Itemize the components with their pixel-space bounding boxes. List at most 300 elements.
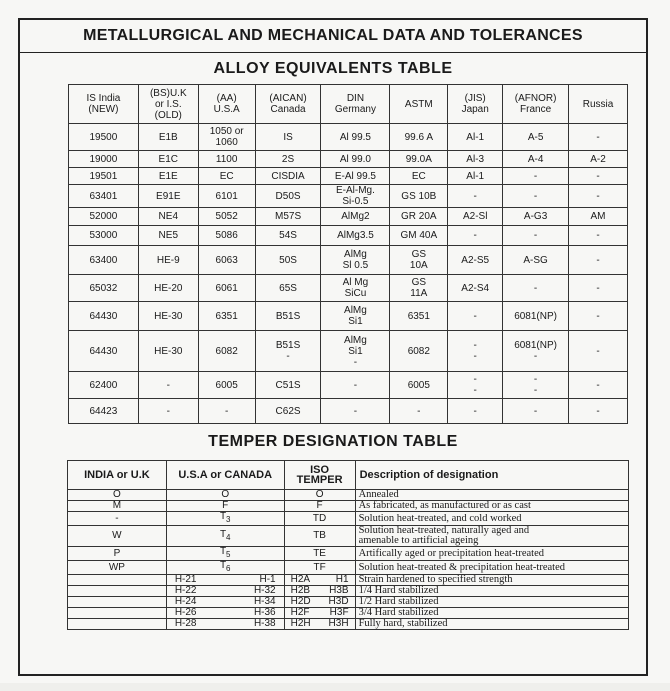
usa-canada-code [166, 619, 284, 630]
cell-line: A-5 [527, 131, 544, 143]
designation-description: 1/2 Hard stabilized [355, 597, 628, 608]
usa-canada-code [166, 490, 284, 501]
alloy-column-header [321, 85, 390, 124]
alloy-cell [138, 168, 198, 185]
alloy-table-title: ALLOY EQUIVALENTS TABLE [213, 60, 453, 77]
alloy-cell [198, 372, 255, 399]
alloy-cell [138, 302, 198, 331]
cell-line: 52000 [89, 211, 118, 222]
usa-canada-code [166, 608, 284, 619]
column-header-line: (AICAN) [269, 93, 307, 104]
iso-temper-code [284, 619, 355, 630]
usa-canada-code [166, 575, 284, 586]
cell-line: - [596, 310, 600, 322]
temper-header-row [68, 461, 629, 490]
cell-line: 65032 [89, 282, 118, 294]
alloy-cell [569, 185, 628, 208]
alloy-cell [255, 331, 321, 372]
india-uk-code: M [68, 501, 167, 512]
alloy-cell [390, 185, 448, 208]
designation-description: Strain hardened to specified strength [355, 575, 628, 586]
usa-code-text: T [219, 546, 227, 557]
designation-description [355, 512, 628, 526]
cell-line: A2-S5 [461, 254, 490, 266]
alloy-cell [390, 226, 448, 246]
cell-line: AlMg [344, 249, 367, 260]
alloy-cell [569, 399, 628, 424]
alloy-cell [503, 185, 569, 208]
cell-line: - [533, 374, 538, 385]
description-line: Solution heat-treated & precipitation heat-treated [358, 561, 565, 573]
cell-line: 1050 or [209, 126, 244, 137]
temper-row [68, 561, 629, 575]
alloy-cell [448, 168, 503, 185]
iso-code-a: H2H [290, 618, 311, 629]
usa-canada-code [166, 586, 284, 597]
cell-line: - [596, 345, 600, 357]
alloy-column-header [138, 85, 198, 124]
temper-designation-table [67, 460, 629, 630]
cell-line: A2-Sl [462, 211, 488, 222]
alloy-column-header [390, 85, 448, 124]
cell-line: A-G3 [523, 211, 548, 222]
alloy-cell [448, 226, 503, 246]
column-header-line: (JIS) [464, 93, 486, 104]
india-uk-code: WP [68, 561, 167, 575]
cell-line: - [286, 351, 290, 362]
header-iso-temper [284, 461, 355, 490]
alloy-cell [390, 246, 448, 275]
column-header-line: (NEW) [88, 104, 119, 115]
alloy-cell [569, 168, 628, 185]
alloy-cell [255, 275, 321, 302]
column-header-line: (AFNOR) [514, 93, 557, 104]
alloy-cell [138, 246, 198, 275]
alloy-cell [503, 275, 569, 302]
cell-line: GS [411, 277, 427, 288]
alloy-cell [198, 226, 255, 246]
designation-description [355, 526, 628, 547]
iso-temper-code [284, 586, 355, 597]
cell-line: 6101 [215, 190, 238, 202]
cell-line: - [596, 379, 600, 391]
cell-line: 10A [409, 260, 428, 271]
iso-temper-code [284, 608, 355, 619]
cell-line: - [166, 379, 170, 391]
page-title: METALLURGICAL AND MECHANICAL DATA AND TOLERANCES [83, 27, 583, 44]
description-line: amenable to artificial ageing [358, 535, 479, 546]
usa-code-subscript: 5 [226, 550, 231, 559]
alloy-cell [503, 372, 569, 399]
iso-temper-code: F [284, 501, 355, 512]
temper-row [68, 547, 629, 561]
cell-line: HE-30 [154, 310, 183, 322]
alloy-cell [255, 246, 321, 275]
alloy-row [69, 372, 628, 399]
cell-line: D50S [275, 190, 301, 202]
cell-line: 11A [410, 288, 428, 299]
alloy-cell [448, 275, 503, 302]
cell-line: 64423 [89, 405, 118, 417]
usa-code-pair [169, 619, 282, 629]
cell-line: 53000 [89, 230, 118, 241]
temper-row [68, 490, 629, 501]
alloy-cell [138, 151, 198, 168]
iso-code-a: H2A [290, 574, 311, 585]
cell-line: - [596, 254, 600, 266]
alloy-column-header [448, 85, 503, 124]
cell-line: - [596, 230, 600, 241]
cell-line: 65S [279, 282, 297, 294]
usa-code-pair [169, 586, 282, 596]
alloy-cell [503, 399, 569, 424]
alloy-cell [255, 151, 321, 168]
description-line: Annealed [358, 489, 399, 500]
cell-line: - [473, 374, 477, 385]
cell-line: 64430 [89, 310, 118, 322]
iso-code-a: H2D [290, 596, 311, 607]
alloy-cell [390, 208, 448, 226]
cell-line: C62S [275, 405, 301, 417]
column-header-line: U.S.A [213, 104, 240, 115]
cell-line: CISDIA [271, 170, 305, 182]
india-uk-code [68, 619, 167, 630]
cell-line: E91E [156, 190, 181, 202]
alloy-cell [321, 168, 390, 185]
cell-line: - [417, 405, 421, 417]
cell-line: - [533, 230, 538, 241]
designation-description [355, 490, 628, 501]
alloy-cell [569, 124, 628, 151]
alloy-cell [69, 124, 139, 151]
usa-canada-code [166, 547, 284, 561]
temper-hard-row [68, 619, 629, 630]
alloy-row [69, 168, 628, 185]
alloy-cell [448, 151, 503, 168]
temper-row [68, 526, 629, 547]
cell-line: - [166, 405, 170, 417]
usa-code-b: H-38 [253, 618, 276, 629]
alloy-column-header [198, 85, 255, 124]
cell-line: 6082 [407, 345, 430, 357]
india-uk-code: O [68, 490, 167, 501]
iso-temper-code: O [284, 490, 355, 501]
cell-line: - [473, 310, 477, 322]
temper-hard-row [68, 608, 629, 619]
cell-line: 5052 [215, 211, 238, 222]
alloy-cell [255, 124, 321, 151]
alloy-cell [503, 246, 569, 275]
alloy-cell [321, 208, 390, 226]
usa-code-a: H-26 [174, 607, 197, 618]
cell-line: AM [590, 211, 606, 222]
usa-code-a: H-28 [174, 618, 197, 629]
usa-canada-code [166, 597, 284, 608]
description-line: Solution heat-treated, naturally aged and [358, 525, 530, 536]
designation-description: 3/4 Hard stabilized [355, 608, 628, 619]
alloy-cell [448, 208, 503, 226]
cell-line: - [596, 131, 600, 143]
alloy-cell [198, 246, 255, 275]
alloy-row [69, 246, 628, 275]
designation-description: 1/4 Hard stabilized [355, 586, 628, 597]
cell-line: 62400 [89, 379, 118, 391]
cell-line: A-2 [590, 153, 606, 165]
cell-line: EC [411, 170, 426, 182]
cell-line: - [596, 170, 600, 182]
cell-line: C51S [275, 379, 301, 391]
alloy-cell [255, 372, 321, 399]
alloy-cell [255, 226, 321, 246]
usa-code-subscript: 3 [226, 515, 231, 524]
cell-line: Al 99.5 [339, 131, 371, 143]
cell-line: - [533, 385, 538, 396]
alloy-cell [69, 372, 139, 399]
alloy-cell [448, 302, 503, 331]
designation-description: Fully hard, stabilized [355, 619, 628, 630]
alloy-cell [138, 399, 198, 424]
usa-code-text: O [221, 489, 230, 500]
cell-line: E1B [158, 131, 178, 143]
cell-line: 99.0A [405, 153, 432, 165]
alloy-row [69, 275, 628, 302]
cell-line: - [353, 379, 358, 391]
cell-line: A2-S4 [461, 282, 490, 294]
iso-code-pair [287, 597, 353, 607]
alloy-cell [321, 372, 390, 399]
alloy-cell [448, 399, 503, 424]
alloy-cell [198, 168, 255, 185]
cell-line: 63401 [89, 190, 118, 202]
header-india-uk: INDIA or U.K [68, 461, 167, 490]
india-uk-code [68, 597, 167, 608]
iso-code-a: H2B [290, 585, 311, 596]
iso-code-b: H1 [335, 574, 349, 585]
alloy-cell [255, 185, 321, 208]
cell-line: Sl 0.5 [342, 260, 369, 271]
usa-canada-code [166, 561, 284, 575]
cell-line: Al-1 [466, 131, 485, 143]
usa-code-subscript: 4 [226, 532, 231, 542]
cell-line: 6081(NP) [514, 310, 557, 322]
alloy-header-row [69, 85, 628, 124]
alloy-cell [569, 151, 628, 168]
iso-code-b: H3D [328, 596, 349, 607]
alloy-cell [321, 151, 390, 168]
column-header-line: (OLD) [154, 109, 182, 121]
usa-code-text: T [219, 560, 227, 571]
alloy-cell [138, 331, 198, 372]
alloy-cell [390, 399, 448, 424]
alloy-cell [255, 208, 321, 226]
alloy-cell [69, 246, 139, 275]
header-description: Description of designation [355, 461, 628, 490]
alloy-cell [321, 275, 390, 302]
cell-line: - [473, 230, 477, 241]
alloy-cell [569, 372, 628, 399]
cell-line: HE-30 [154, 345, 183, 357]
cell-line: Si1 [348, 316, 363, 327]
cell-line: - [533, 190, 538, 202]
cell-line: E1E [158, 170, 178, 182]
column-header-line: (AA) [216, 93, 237, 104]
iso-temper-code: TB [284, 526, 355, 547]
alloy-cell [69, 399, 139, 424]
iso-temper-code [284, 575, 355, 586]
alloy-cell [569, 331, 628, 372]
alloy-cell [390, 275, 448, 302]
india-uk-code [68, 608, 167, 619]
alloy-cell [255, 302, 321, 331]
usa-code-pair [169, 597, 282, 607]
column-header-line: DIN [346, 93, 365, 104]
cell-line: M57S [274, 211, 302, 222]
alloy-cell [69, 151, 139, 168]
cell-line: 1100 [215, 153, 238, 165]
cell-line: GS 10B [401, 190, 437, 202]
column-header-line: Japan [461, 104, 489, 115]
alloy-cell [390, 331, 448, 372]
cell-line: NE4 [158, 211, 178, 222]
alloy-cell [448, 185, 503, 208]
cell-line: 5086 [215, 230, 238, 241]
cell-line: - [533, 351, 538, 362]
alloy-row [69, 331, 628, 372]
cell-line: AlMg [344, 334, 367, 346]
iso-code-pair [287, 608, 353, 618]
cell-line: 6081(NP) [514, 340, 557, 351]
usa-code-subscript: 6 [226, 564, 231, 573]
cell-line: E-Al 99.5 [334, 170, 376, 182]
paper-edge [0, 683, 670, 691]
column-header-line: or I.S. [154, 98, 182, 110]
header-iso-line2: TEMPER [296, 474, 343, 486]
alloy-cell [569, 208, 628, 226]
iso-temper-code: TF [284, 561, 355, 575]
description-line: As fabricated, as manufactured or as cast [358, 500, 531, 511]
alloy-cell [198, 399, 255, 424]
cell-line: HE-20 [154, 282, 183, 294]
iso-code-a: H2F [290, 607, 310, 618]
cell-line: 6005 [407, 379, 430, 391]
iso-code-b: H3F [329, 607, 349, 618]
alloy-column-header [255, 85, 321, 124]
cell-line: 63400 [89, 254, 118, 266]
alloy-cell [138, 208, 198, 226]
iso-code-pair [287, 586, 353, 596]
alloy-cell [138, 226, 198, 246]
cell-line: 6351 [215, 310, 238, 322]
column-header-line: Russia [582, 98, 614, 110]
alloy-row [69, 302, 628, 331]
usa-code-text: T [219, 528, 227, 540]
cell-line: - [533, 405, 538, 417]
cell-line: B51S [275, 340, 301, 351]
cell-line: B51S [275, 310, 301, 322]
india-uk-code: P [68, 547, 167, 561]
cell-line: 6351 [407, 310, 430, 322]
temper-table-title: TEMPER DESIGNATION TABLE [208, 433, 458, 450]
description-line: Artifically aged or precipitation heat-treated [358, 547, 544, 559]
column-header-line: Germany [334, 104, 376, 115]
cell-line: E1C [158, 153, 178, 165]
cell-line: AlMg3.5 [337, 230, 374, 241]
alloy-cell [69, 302, 139, 331]
alloy-cell [569, 246, 628, 275]
alloy-column-header [69, 85, 139, 124]
india-uk-code: - [68, 512, 167, 526]
column-header-line: ASTM [404, 98, 433, 110]
iso-code-pair [287, 575, 353, 585]
column-header-line: (BS)U.K [149, 87, 187, 99]
cell-line: GR 20A [401, 211, 437, 222]
alloy-cell [198, 275, 255, 302]
temper-hard-row [68, 575, 629, 586]
column-header-line: Canada [270, 104, 306, 115]
header-iso-line1: ISO [310, 464, 330, 476]
cell-line: GS [411, 249, 427, 260]
cell-line: - [596, 190, 600, 202]
alloy-cell [321, 246, 390, 275]
cell-line: 1060 [215, 137, 238, 148]
alloy-cell [390, 372, 448, 399]
alloy-cell [69, 208, 139, 226]
alloy-cell [198, 124, 255, 151]
cell-line: 6063 [215, 254, 238, 266]
cell-line: EC [219, 170, 234, 182]
india-uk-code [68, 586, 167, 597]
cell-line: Al 99.0 [339, 153, 371, 165]
cell-line: Si1 [348, 345, 363, 357]
cell-line: SiCu [344, 288, 367, 299]
cell-line: - [533, 282, 538, 294]
alloy-cell [198, 302, 255, 331]
alloy-cell [321, 124, 390, 151]
cell-line: - [473, 405, 477, 417]
alloy-column-header [503, 85, 569, 124]
alloy-row [69, 185, 628, 208]
cell-line: 2S [281, 153, 295, 165]
header-box [20, 20, 646, 53]
alloy-cell [503, 168, 569, 185]
alloy-column-header [569, 85, 628, 124]
designation-description [355, 561, 628, 575]
alloy-cell [390, 124, 448, 151]
alloy-equivalents-table [68, 84, 628, 424]
cell-line: 54S [279, 230, 297, 241]
cell-line: A-SG [523, 254, 548, 266]
alloy-cell [69, 185, 139, 208]
usa-canada-code [166, 501, 284, 512]
cell-line: IS [283, 131, 293, 143]
cell-line: - [596, 282, 600, 294]
alloy-cell [198, 331, 255, 372]
india-uk-code [68, 575, 167, 586]
cell-line: - [473, 385, 477, 396]
alloy-row [69, 399, 628, 424]
cell-line: AlMg [344, 305, 367, 316]
designation-description [355, 501, 628, 512]
cell-line: 64430 [89, 345, 118, 357]
alloy-cell [138, 124, 198, 151]
usa-canada-code [166, 512, 284, 526]
description-line: Solution heat-treated, and cold worked [358, 512, 522, 524]
alloy-cell [448, 331, 503, 372]
alloy-cell [390, 151, 448, 168]
alloy-row [69, 208, 628, 226]
alloy-cell [69, 275, 139, 302]
alloy-cell [255, 168, 321, 185]
